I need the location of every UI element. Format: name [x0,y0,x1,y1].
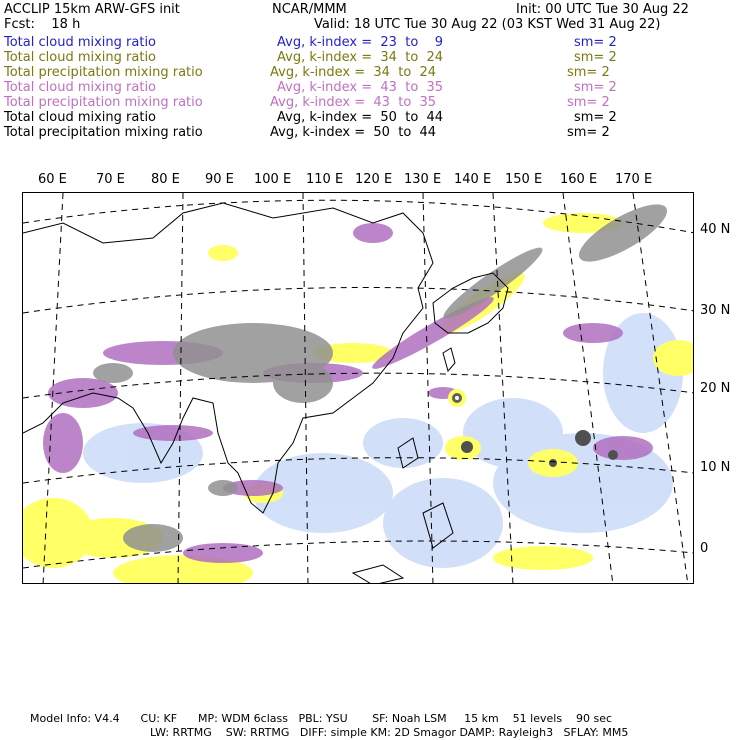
field-name: Total precipitation mixing ratio [4,125,203,140]
lon-label: 160 E [560,172,598,187]
center-label: NCAR/MMM [272,2,347,17]
lat-label: 10 N [700,460,731,475]
field-name: Total precipitation mixing ratio [4,65,203,80]
lon-label: 80 E [151,172,180,187]
lon-label: 150 E [505,172,543,187]
map-panel [22,192,694,584]
lon-label: 140 E [454,172,492,187]
model-info: Model Info: V4.4 CU: KF MP: WDM 6class PBL: YSU SF: Noah LSM 15 km 51 levels 90 sec [30,712,613,725]
lon-label: 110 E [306,172,344,187]
model-title: ACCLIP 15km ARW-GFS init [4,2,180,17]
valid-time: Valid: 18 UTC Tue 30 Aug 22 (03 KST Wed 31 Aug 22) [314,17,661,32]
lon-label: 120 E [355,172,393,187]
init-time: Init: 00 UTC Tue 30 Aug 22 [516,2,689,17]
field-sm: sm= 2 [567,65,610,80]
field-avg: Avg, k-index = 34 to 24 [277,50,444,65]
physics-info: LW: RRTMG SW: RRTMG DIFF: simple KM: 2D Smagor DAMP: Rayleigh3 SFLAY: MM5 [150,726,629,739]
lat-label: 0 [700,541,709,556]
forecast-hour: Fcst: 18 h [4,17,81,32]
field-avg: Avg, k-index = 23 to 9 [277,35,444,50]
field-avg: Avg, k-index = 50 to 44 [270,125,437,140]
field-name: Total cloud mixing ratio [4,80,157,95]
field-name: Total precipitation mixing ratio [4,95,203,110]
field-name: Total cloud mixing ratio [4,50,157,65]
field-sm: sm= 2 [567,95,610,110]
lat-label: 20 N [700,381,731,396]
lon-label: 170 E [615,172,653,187]
field-name: Total cloud mixing ratio [4,110,157,125]
lon-label: 90 E [205,172,234,187]
lon-label: 70 E [96,172,125,187]
field-sm: sm= 2 [574,110,617,125]
field-sm: sm= 2 [574,80,617,95]
field-avg: Avg, k-index = 34 to 24 [270,65,437,80]
lon-label: 100 E [254,172,292,187]
field-avg: Avg, k-index = 50 to 44 [277,110,444,125]
lon-label: 130 E [404,172,442,187]
map-canvas [23,193,694,584]
lat-label: 40 N [700,222,731,237]
field-avg: Avg, k-index = 43 to 35 [277,80,444,95]
field-sm: sm= 2 [567,125,610,140]
field-sm: sm= 2 [574,50,617,65]
field-avg: Avg, k-index = 43 to 35 [270,95,437,110]
lon-label: 60 E [38,172,67,187]
field-sm: sm= 2 [574,35,617,50]
lat-label: 30 N [700,303,731,318]
field-name: Total cloud mixing ratio [4,35,157,50]
